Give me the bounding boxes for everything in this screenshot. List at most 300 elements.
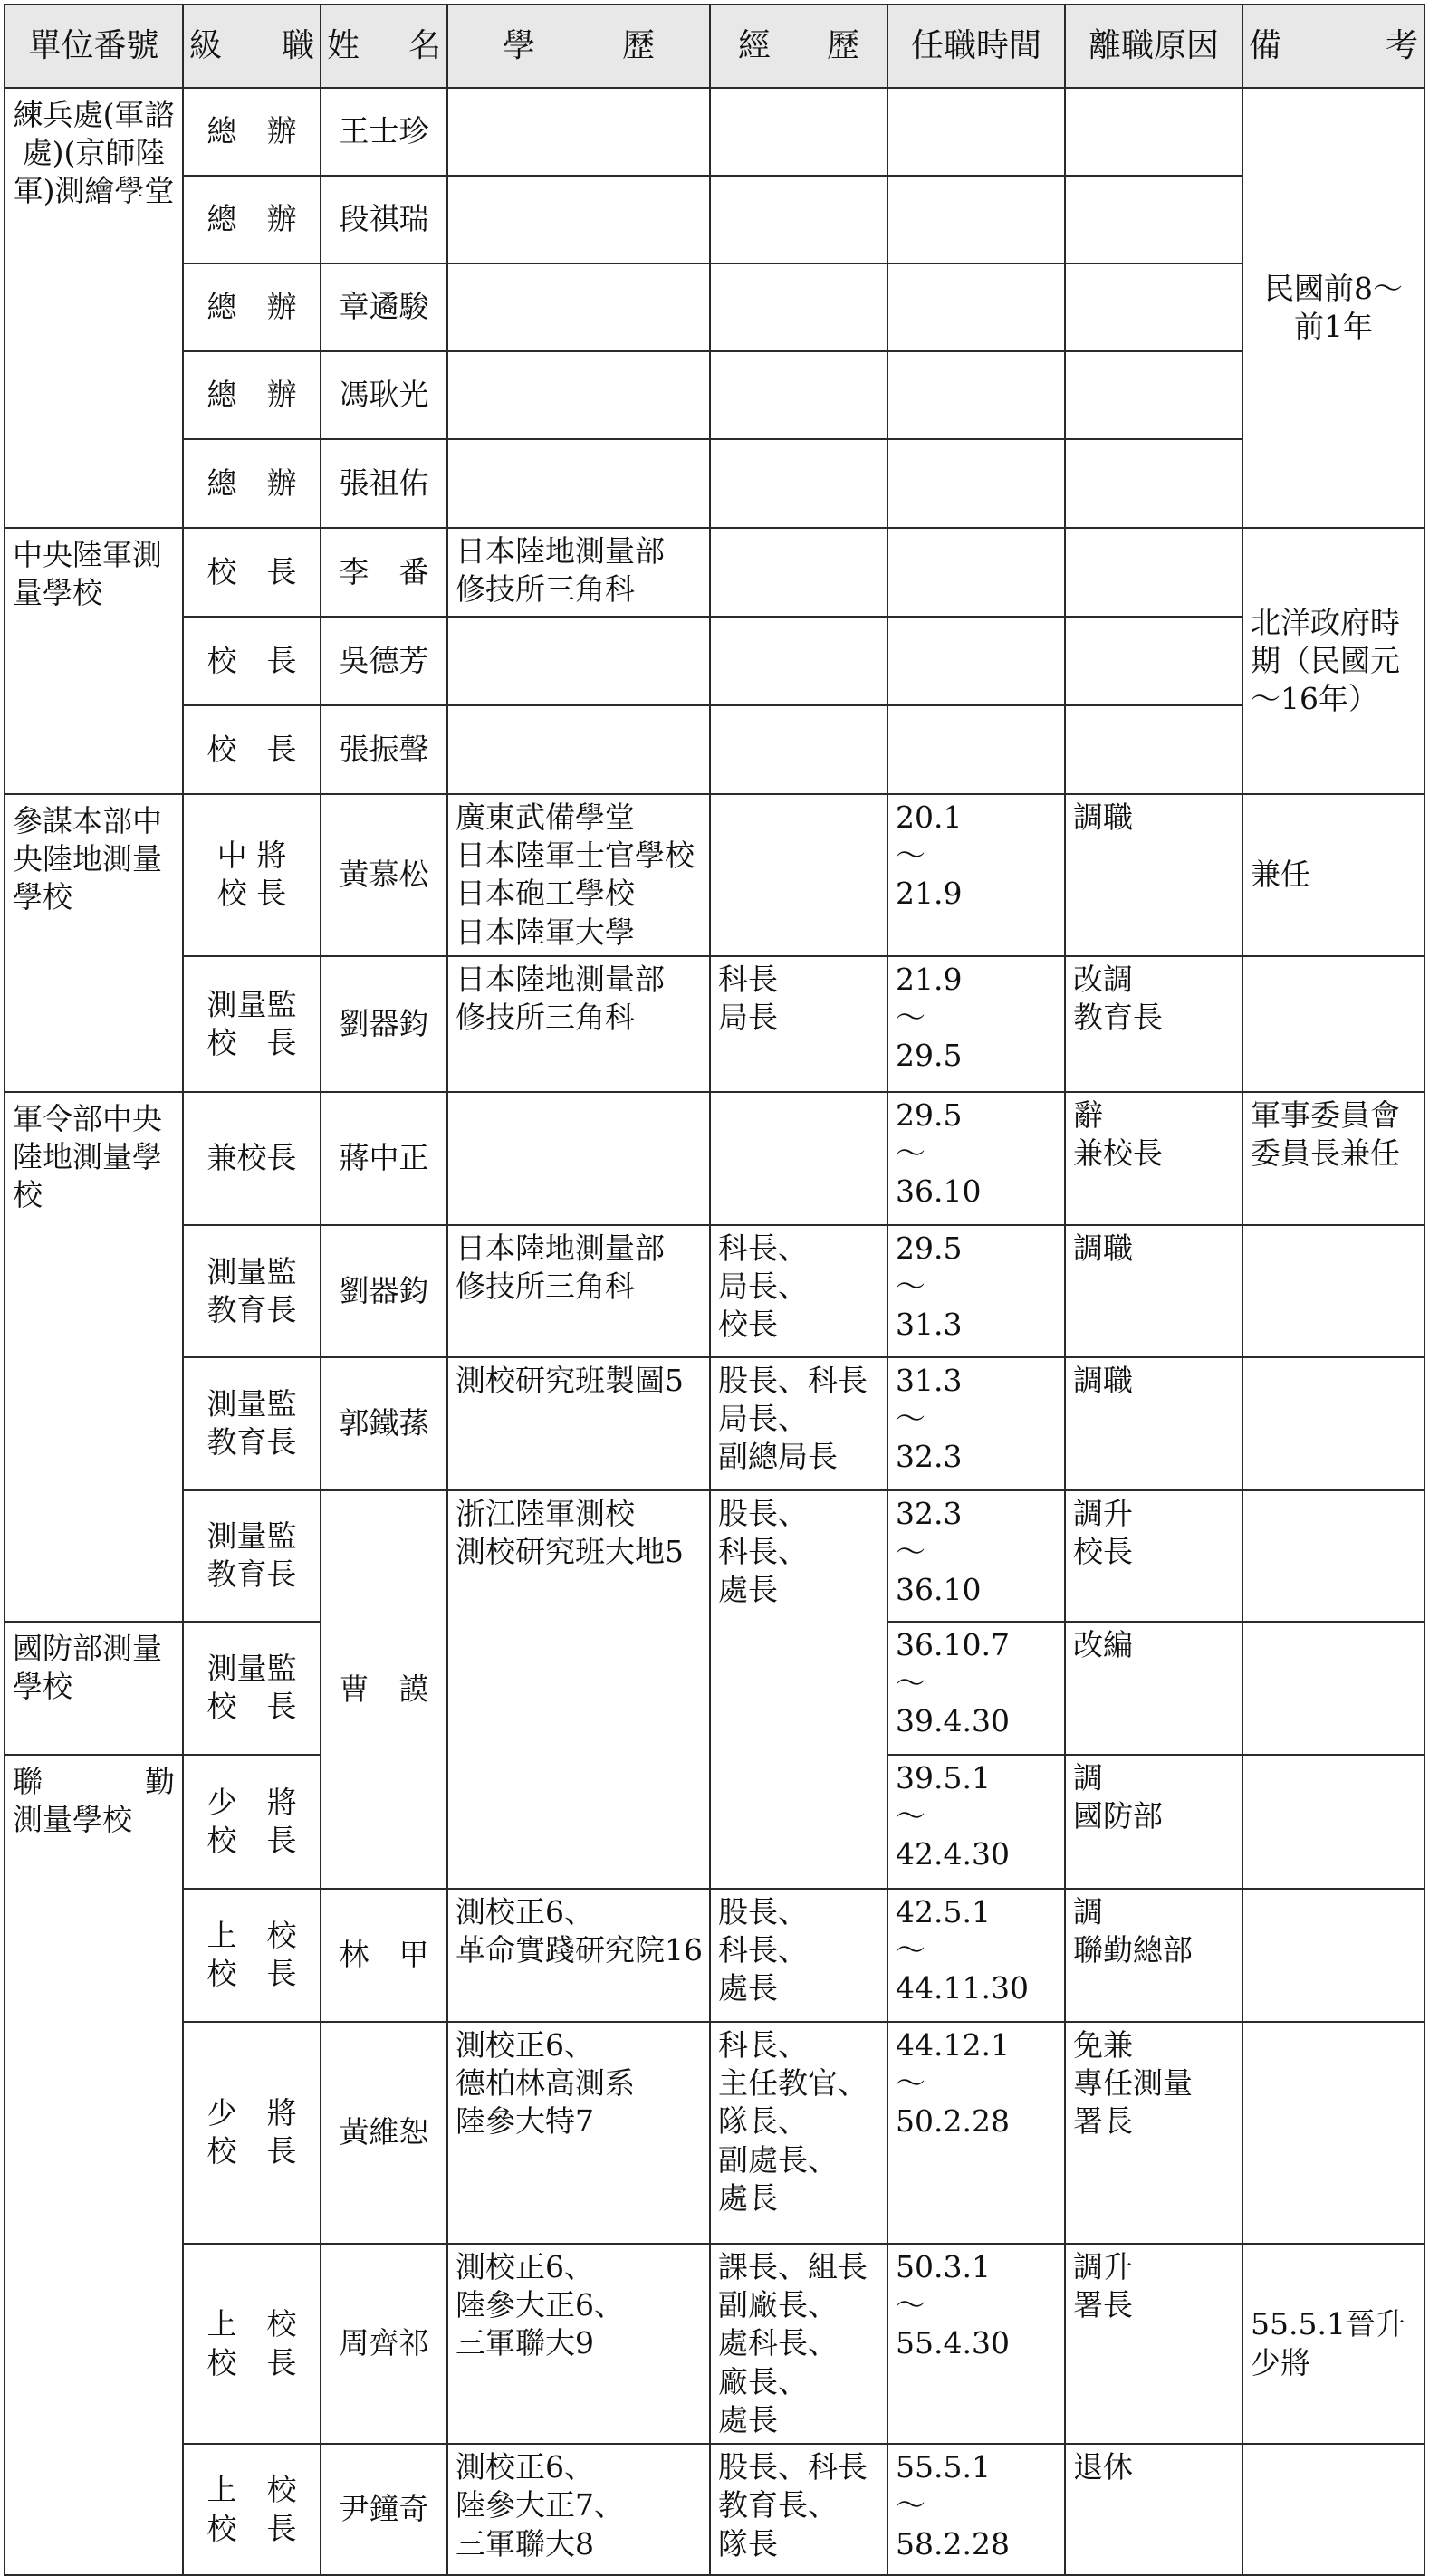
rank-cell: [183, 794, 321, 956]
cell-line: 校 長: [206, 1024, 297, 1060]
cell-line: 處科長、: [718, 2325, 838, 2361]
cell-line: 副廠長、: [718, 2287, 838, 2323]
header-char: 名: [408, 26, 441, 64]
cell-line: 上 校: [206, 1918, 297, 1954]
cell-line: 革命實踐研究院16: [456, 1932, 703, 1968]
remarks-empty: [1242, 2022, 1424, 2244]
header-education-pair: [503, 25, 655, 67]
cell-line: 副處長、: [718, 2141, 838, 2178]
education-cell-empty: [447, 263, 710, 351]
table-row: [5, 617, 1424, 705]
name-cell: 吳德芳: [321, 617, 447, 705]
cell-line: 廣東武備學堂: [456, 800, 635, 835]
header-char: 學: [503, 26, 536, 64]
name-cell: 李 番: [321, 528, 447, 617]
header-experience-pair: [738, 25, 859, 67]
cell-line: ～: [896, 2065, 925, 2102]
experience-cell-empty: [710, 439, 887, 528]
rank-cell: 校 長: [183, 705, 321, 794]
header-char: 姓: [327, 26, 360, 64]
cell-line: 股長、: [718, 1893, 808, 1930]
remarks-empty: [1242, 1889, 1424, 2022]
cell-line: 42.5.1: [896, 1893, 991, 1930]
cell-line: 測量監: [206, 1651, 297, 1687]
cell-line: ～: [896, 1665, 925, 1701]
rank-cell: 兼校長: [183, 1092, 321, 1225]
personnel-table: [4, 4, 1425, 2576]
education-cell-empty: [447, 1092, 710, 1225]
term-cell-empty: [887, 88, 1065, 176]
cell-line: 50.2.28: [896, 2103, 1010, 2140]
reason-cell: [1065, 1092, 1242, 1225]
cell-line: 浙江陸軍測校: [456, 1495, 635, 1531]
rank-cell: 總 辦: [183, 263, 321, 351]
remarks-empty: [1242, 2444, 1424, 2575]
cell-line: 聯勤總部: [1073, 1932, 1193, 1968]
header-char: 級: [189, 26, 223, 64]
term-cell-empty: [887, 176, 1065, 263]
cell-line: 20.1: [896, 800, 963, 835]
cell-line: 調升: [1073, 1495, 1133, 1531]
cell-line: 校 長: [206, 1956, 297, 1992]
table-row: [5, 794, 1424, 956]
reason-cell: [1065, 2022, 1242, 2244]
header-education: [447, 5, 710, 88]
cell-line: 39.5.1: [896, 1759, 991, 1796]
remarks-empty: [1242, 1357, 1424, 1490]
cell-line: ～: [896, 1135, 925, 1172]
cell-line: 改調: [1073, 961, 1133, 997]
cell-line: 校 長: [206, 2510, 297, 2546]
cell-line: 42.4.30: [896, 1836, 1010, 1872]
unit-cell: [5, 1755, 183, 2575]
rank-cell: 總 辦: [183, 176, 321, 263]
rank-cell: [183, 1225, 321, 1357]
cell-line: 校 長: [206, 2344, 297, 2380]
name-cell: 章遹駿: [321, 263, 447, 351]
cell-line: 58.2.28: [896, 2525, 1010, 2562]
unit-char: 聯: [13, 1763, 43, 1799]
education-cell-empty: [447, 88, 710, 176]
header-experience: [710, 5, 887, 88]
cell-line: 教育長: [206, 1424, 297, 1460]
education-cell: [447, 956, 710, 1092]
cell-line: 科長: [718, 961, 778, 997]
cell-line: 校 長: [206, 1822, 297, 1858]
cell-line: 32.3: [896, 1495, 963, 1531]
rank-cell: [183, 956, 321, 1092]
rank-cell: 校 長: [183, 617, 321, 705]
cell-line: 隊長: [718, 2525, 778, 2562]
cell-line: 副總局長: [718, 1439, 838, 1475]
cell-line: 科長、: [718, 1230, 808, 1266]
reason-cell: [1065, 956, 1242, 1092]
cell-line: 44.12.1: [896, 2026, 1010, 2063]
header-remarks: [1242, 5, 1424, 88]
cell-line: 測量監: [206, 1386, 297, 1422]
cell-line: 德柏林高測系: [456, 2065, 635, 2102]
cell-line: 股長、科長: [718, 2449, 868, 2485]
education-cell: [447, 2022, 710, 2244]
cell-line: 科長、: [718, 1932, 808, 1968]
cell-line: 股長、科長: [718, 1362, 868, 1398]
unit-cell: 軍令部中央陸地測量學校: [5, 1092, 183, 1622]
header-char: 歷: [826, 26, 859, 64]
rank-cell: [183, 2244, 321, 2444]
education-cell: [447, 2244, 710, 2444]
cell-line: 課長、組長: [718, 2248, 868, 2284]
name-cell: 林 甲: [321, 1889, 447, 2022]
cell-line: 日本陸軍大學: [456, 914, 635, 950]
cell-line: 調職: [1073, 800, 1133, 835]
cell-line: 50.3.1: [896, 2248, 991, 2284]
table-row: [5, 1092, 1424, 1225]
remarks-cell: 55.5.1晉升少將: [1242, 2244, 1424, 2444]
reason-cell: [1065, 2444, 1242, 2575]
rank-cell: [183, 1755, 321, 1889]
cell-line: ～: [896, 1932, 925, 1968]
rank-cell: 總 辦: [183, 88, 321, 176]
cell-line: 隊長、: [718, 2103, 808, 2140]
name-cell: 郭鐵蓀: [321, 1357, 447, 1490]
reason-cell: [1065, 1225, 1242, 1357]
cell-line: 21.9: [896, 961, 963, 997]
cell-line: 處長: [718, 1572, 778, 1608]
cell-line: 陸參大正6、: [456, 2287, 624, 2323]
cell-line: 股長、: [718, 1495, 808, 1531]
experience-cell-empty: [710, 528, 887, 617]
experience-cell-empty: [710, 794, 887, 956]
table-row: [5, 1357, 1424, 1490]
cell-line: 31.3: [896, 1307, 963, 1343]
name-cell: 曹 謨: [321, 1490, 447, 1889]
term-cell-empty: [887, 528, 1065, 617]
reason-cell-empty: [1065, 528, 1242, 617]
cell-line: ～: [896, 2287, 925, 2323]
cell-line: 日本陸軍士官學校: [456, 838, 695, 874]
cell-line: 處長: [718, 2179, 778, 2216]
remarks-empty: [1242, 1622, 1424, 1755]
header-rank-pair: [189, 25, 314, 67]
cell-line: 校 長: [206, 1689, 297, 1725]
cell-line: 日本砲工學校: [456, 876, 635, 912]
cell-line: 三軍聯大9: [456, 2325, 594, 2361]
cell-line: 55.4.30: [896, 2325, 1010, 2361]
cell-line: 教育長: [206, 1291, 297, 1327]
cell-line: 校長: [1073, 1534, 1133, 1570]
unit-char: 勤: [145, 1763, 175, 1799]
cell-line: 國防部: [1073, 1798, 1163, 1834]
cell-line: 免兼: [1073, 2026, 1133, 2063]
cell-line: 校 長: [216, 876, 287, 912]
name-cell: 周齊祁: [321, 2244, 447, 2444]
header-char: 備: [1249, 26, 1282, 64]
term-cell: [887, 1755, 1065, 1889]
experience-cell-empty: [710, 88, 887, 176]
cell-line: 調升: [1073, 2248, 1133, 2284]
cell-line: 調職: [1073, 1230, 1133, 1266]
table-row: [5, 263, 1424, 351]
experience-cell-empty: [710, 1092, 887, 1225]
experience-cell: [710, 2444, 887, 2575]
table-row: [5, 2022, 1424, 2244]
cell-line: 少 將: [206, 2095, 297, 2131]
education-cell: [447, 528, 710, 617]
reason-cell-empty: [1065, 263, 1242, 351]
table-row: [5, 351, 1424, 439]
term-cell: [887, 2022, 1065, 2244]
cell-line: 32.3: [896, 1439, 963, 1475]
cell-line: 局長、: [718, 1401, 808, 1437]
reason-cell: [1065, 1622, 1242, 1755]
cell-line: 科長、: [718, 1534, 808, 1570]
cell-line: ～: [896, 838, 925, 874]
rank-cell: 總 辦: [183, 351, 321, 439]
cell-line: 測量監: [206, 1518, 297, 1555]
experience-cell-empty: [710, 617, 887, 705]
cell-line: 專任測量: [1073, 2065, 1193, 2102]
reason-cell-empty: [1065, 351, 1242, 439]
rank-cell: 校 長: [183, 528, 321, 617]
education-cell: [447, 1357, 710, 1490]
term-cell: [887, 2444, 1065, 2575]
name-cell: 蔣中正: [321, 1092, 447, 1225]
header-name-pair: [327, 25, 441, 67]
header-char: 職: [281, 26, 314, 64]
education-cell-empty: [447, 439, 710, 528]
cell-line: 校 長: [206, 2133, 297, 2169]
name-cell: 段祺瑞: [321, 176, 447, 263]
unit-title-line: 測量學校: [13, 1802, 132, 1838]
cell-line: ～: [896, 1534, 925, 1570]
cell-line: 主任教官、: [718, 2065, 868, 2102]
education-cell-empty: [447, 705, 710, 794]
cell-line: 修技所三角科: [456, 1269, 635, 1305]
cell-line: 39.4.30: [896, 1703, 1010, 1739]
cell-line: 退休: [1073, 2449, 1133, 2485]
table-row: [5, 176, 1424, 263]
education-cell-empty: [447, 351, 710, 439]
reason-cell: [1065, 794, 1242, 956]
rank-cell: [183, 2022, 321, 2244]
cell-line: 辭: [1073, 1096, 1103, 1133]
cell-line: 測校正6、: [456, 2026, 594, 2063]
term-cell: [887, 1092, 1065, 1225]
table-row: [5, 1490, 1424, 1622]
remarks-empty: [1242, 1490, 1424, 1622]
cell-line: 測量監: [206, 986, 297, 1022]
rank-cell: [183, 1889, 321, 2022]
header-remarks-pair: [1249, 25, 1418, 67]
term-cell-empty: [887, 351, 1065, 439]
cell-line: 改編: [1073, 1626, 1133, 1662]
experience-cell-empty: [710, 263, 887, 351]
cell-line: 調職: [1073, 1362, 1133, 1398]
term-cell: [887, 1889, 1065, 2022]
cell-line: 測量監: [206, 1253, 297, 1289]
term-cell: [887, 794, 1065, 956]
rank-cell: [183, 1622, 321, 1755]
reason-cell: [1065, 1357, 1242, 1490]
cell-line: 測校正6、: [456, 2449, 594, 2485]
cell-line: 36.10: [896, 1572, 982, 1608]
table-row: [5, 1225, 1424, 1357]
remarks-cell: 民國前8～前1年: [1242, 88, 1424, 528]
unit-cell: 練兵處(軍諮處)(京師陸軍)測繪學堂: [5, 88, 183, 528]
term-cell: [887, 1490, 1065, 1622]
cell-line: 處長: [718, 2401, 778, 2437]
cell-line: 局長、: [718, 1269, 808, 1305]
term-cell: [887, 1225, 1065, 1357]
cell-line: 29.5: [896, 1230, 963, 1266]
experience-cell: [710, 1889, 887, 2022]
cell-line: 調: [1073, 1893, 1103, 1930]
reason-cell: [1065, 1490, 1242, 1622]
reason-cell: [1065, 1755, 1242, 1889]
reason-cell-empty: [1065, 705, 1242, 794]
name-cell: 黃維恕: [321, 2022, 447, 2244]
header-char: 考: [1385, 26, 1418, 64]
education-cell: [447, 1490, 710, 1889]
rank-cell: [183, 1357, 321, 1490]
reason-cell-empty: [1065, 439, 1242, 528]
education-cell: [447, 1889, 710, 2022]
education-cell: [447, 794, 710, 956]
cell-line: 校長: [718, 1307, 778, 1343]
experience-cell: [710, 1357, 887, 1490]
name-cell: 尹鐘奇: [321, 2444, 447, 2575]
name-cell: 王士珍: [321, 88, 447, 176]
cell-line: ～: [896, 1000, 925, 1036]
cell-line: 測校研究班製圖5: [456, 1362, 684, 1398]
cell-line: 測校正6、: [456, 1893, 594, 1930]
cell-line: 44.11.30: [896, 1970, 1029, 2006]
term-cell-empty: [887, 263, 1065, 351]
table-row: [5, 528, 1424, 617]
remarks-cell: 兼任: [1242, 794, 1424, 956]
term-cell: [887, 1622, 1065, 1755]
cell-line: 55.5.1: [896, 2449, 991, 2485]
reason-cell: [1065, 2244, 1242, 2444]
term-cell: [887, 956, 1065, 1092]
cell-line: 教育長: [1073, 1000, 1163, 1036]
cell-line: 中 將: [216, 838, 287, 874]
unit-cell: 中央陸軍測量學校: [5, 528, 183, 794]
cell-line: 調: [1073, 1759, 1103, 1796]
cell-line: 29.5: [896, 1038, 963, 1074]
name-cell: 劉器鈞: [321, 956, 447, 1092]
cell-line: 36.10.7: [896, 1626, 1010, 1662]
term-cell-empty: [887, 617, 1065, 705]
experience-cell-empty: [710, 351, 887, 439]
unit-title-line: [13, 1763, 175, 1801]
cell-line: 局長: [718, 1000, 778, 1036]
education-cell-empty: [447, 617, 710, 705]
cell-line: 上 校: [206, 2306, 297, 2342]
experience-cell: [710, 2022, 887, 2244]
cell-line: 修技所三角科: [456, 1000, 635, 1036]
cell-line: 日本陸地測量部: [456, 1230, 665, 1266]
term-cell: [887, 2244, 1065, 2444]
remarks-empty: [1242, 1755, 1424, 1889]
table-row: [5, 956, 1424, 1092]
cell-line: ～: [896, 1798, 925, 1834]
name-cell: 馮耿光: [321, 351, 447, 439]
name-cell: 劉器鈞: [321, 1225, 447, 1357]
table-row: [5, 2244, 1424, 2444]
education-cell-empty: [447, 176, 710, 263]
cell-line: 兼校長: [1073, 1135, 1163, 1172]
cell-line: 處長: [718, 1970, 778, 2006]
remarks-cell: 軍事委員會委員長兼任: [1242, 1092, 1424, 1225]
reason-cell-empty: [1065, 617, 1242, 705]
cell-line: 21.9: [896, 876, 963, 912]
cell-line: 署長: [1073, 2103, 1133, 2140]
table-row: [5, 1889, 1424, 2022]
header-char: 歷: [621, 26, 655, 64]
rank-cell: 總 辦: [183, 439, 321, 528]
cell-line: 陸參大特7: [456, 2103, 594, 2140]
cell-line: 科長、: [718, 2026, 808, 2063]
cell-line: 三軍聯大8: [456, 2525, 594, 2562]
reason-cell: [1065, 1889, 1242, 2022]
cell-line: 少 將: [206, 1784, 297, 1820]
remarks-empty: [1242, 1225, 1424, 1357]
cell-line: 36.10: [896, 1173, 982, 1210]
rank-cell: [183, 1490, 321, 1622]
cell-line: 陸參大正7、: [456, 2487, 624, 2523]
table-row: [5, 705, 1424, 794]
cell-line: 29.5: [896, 1096, 963, 1133]
header-row: [5, 5, 1424, 88]
header-rank: [183, 5, 321, 88]
table-row: [5, 439, 1424, 528]
name-cell: 黃慕松: [321, 794, 447, 956]
cell-line: 廠長、: [718, 2363, 808, 2399]
cell-line: 日本陸地測量部: [456, 961, 665, 997]
cell-line: ～: [896, 1269, 925, 1305]
unit-cell: 參謀本部中央陸地測量學校: [5, 794, 183, 1092]
remarks-cell: 北洋政府時期（民國元～16年）: [1242, 528, 1424, 794]
experience-cell: [710, 1225, 887, 1357]
table-row: [5, 88, 1424, 176]
cell-line: 教育長: [206, 1556, 297, 1593]
cell-line: ～: [896, 2487, 925, 2523]
cell-line: ～: [896, 1401, 925, 1437]
header-name: [321, 5, 447, 88]
header-unit: 單位番號: [5, 5, 183, 88]
experience-cell: [710, 956, 887, 1092]
unit-cell: 國防部測量學校: [5, 1622, 183, 1755]
remarks-empty: [1242, 956, 1424, 1092]
header-reason: 離職原因: [1065, 5, 1242, 88]
cell-line: 測校研究班大地5: [456, 1534, 684, 1570]
reason-cell-empty: [1065, 88, 1242, 176]
cell-line: 測校正6、: [456, 2248, 594, 2284]
cell-line: 31.3: [896, 1362, 963, 1398]
header-term: 任職時間: [887, 5, 1065, 88]
cell-line: 教育長、: [718, 2487, 838, 2523]
name-cell: 張振聲: [321, 705, 447, 794]
header-char: 經: [738, 26, 772, 64]
experience-cell: [710, 1490, 887, 1889]
cell-line: 上 校: [206, 2472, 297, 2508]
experience-cell-empty: [710, 705, 887, 794]
cell-line: 署長: [1073, 2287, 1133, 2323]
table-row: [5, 2444, 1424, 2575]
name-cell: 張祖佑: [321, 439, 447, 528]
cell-line: 修技所三角科: [456, 571, 635, 608]
